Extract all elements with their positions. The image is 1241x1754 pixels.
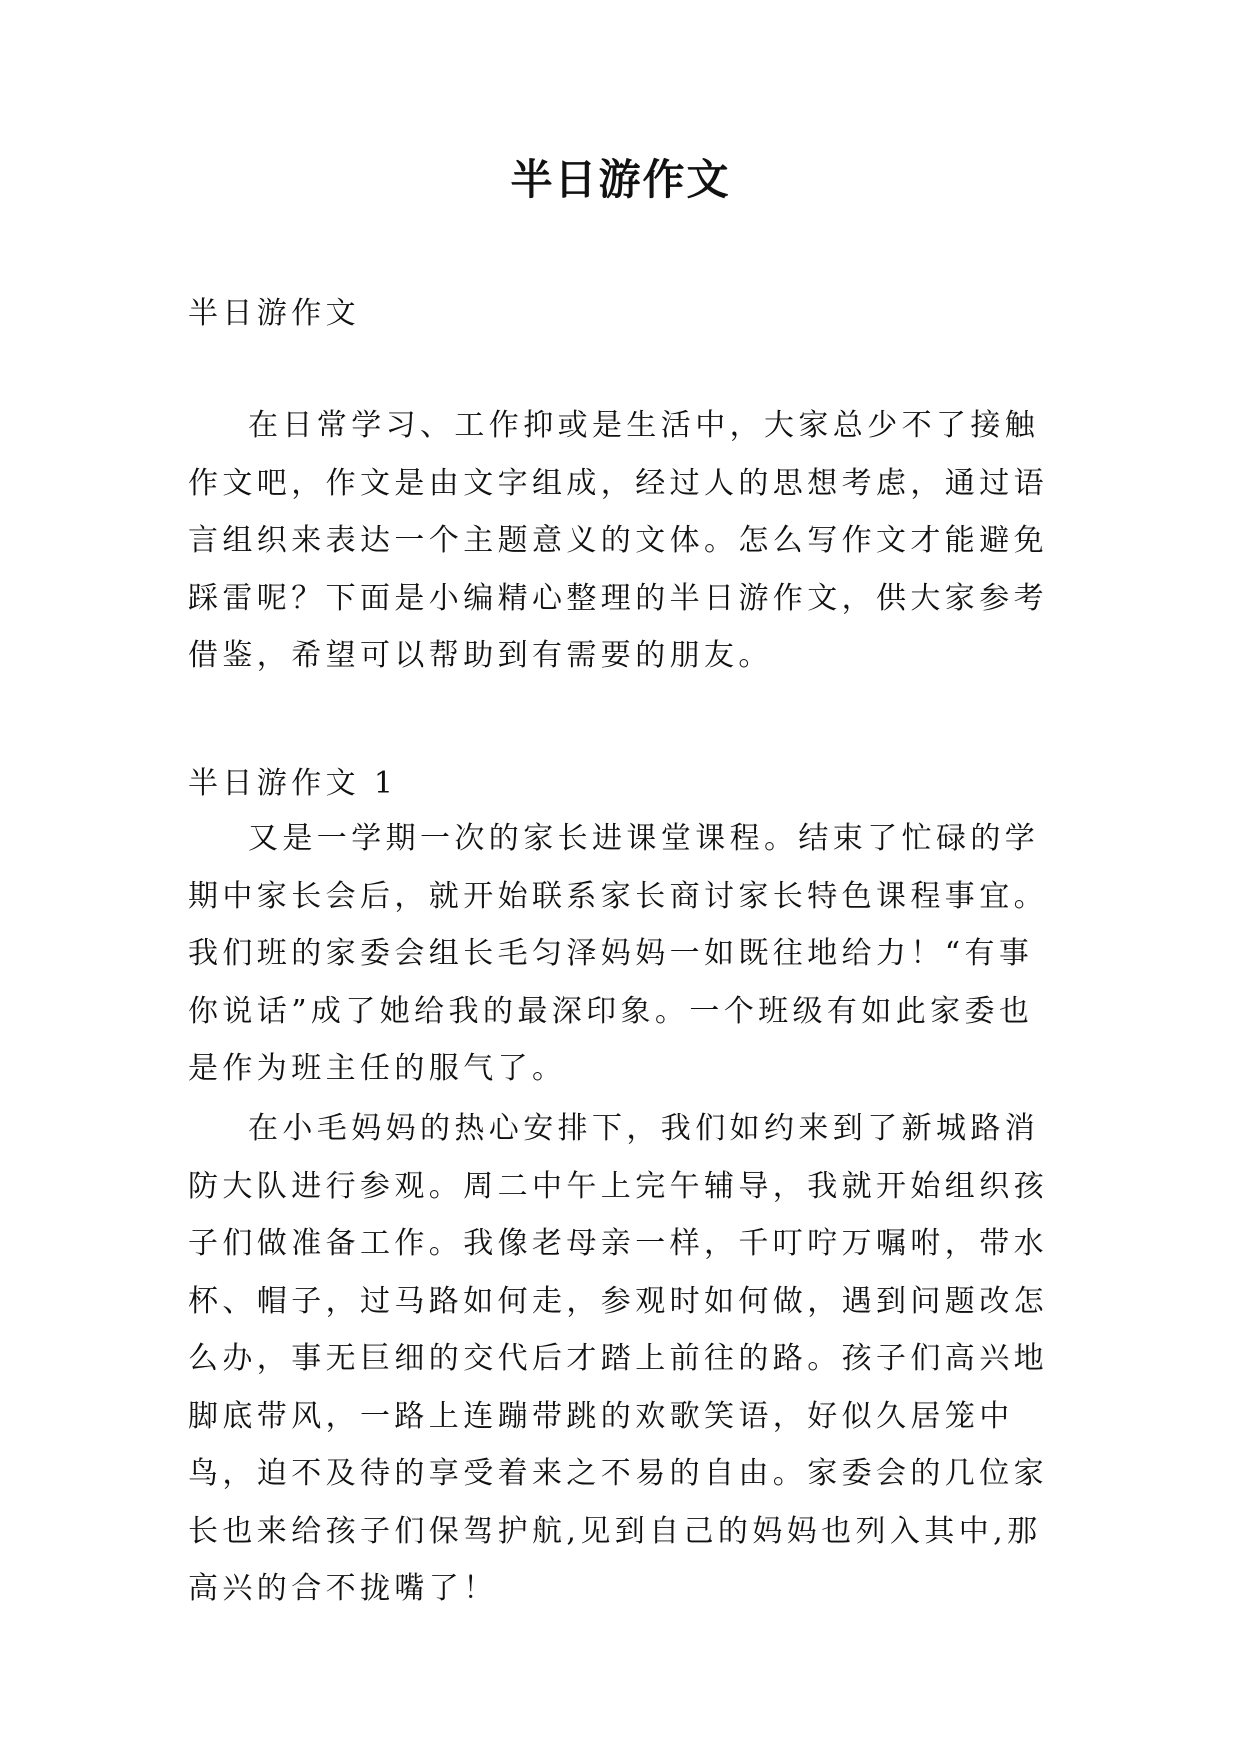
section-heading: 半日游作文 1 (188, 766, 398, 801)
document-title: 半日游作文 (510, 155, 731, 204)
document-subtitle: 半日游作文 (188, 296, 360, 331)
body-paragraph: 在小毛妈妈的热心安排下，我们如约来到了新城路消防大队进行参观。周二中午上完午辅导，我就开始组织孩子们做准备工作。我像老母亲一样，千叮咛万嘱咐，带水杯、帽子，过马路如何走，参观时如何做，遇到问题改怎么办，事无巨细的交代后才踏上前往的路。孩子们高兴地脚底带风，一路上连蹦带跳的欢歌笑语，好似久居笼中鸟，迫不及待的享受着来之不易的自由。家委会的几位家长也来给孩子们保驾护航,见到自己的妈妈也列入其中,那高兴的合不拢嘴了！ (188, 1111, 1048, 1606)
body-paragraph: 又是一学期一次的家长进课堂课程。结束了忙碌的学期中家长会后，就开始联系家长商讨家长特色课程事宜。我们班的家委会组长毛匀泽妈妈一如既往地给力！“有事你说话”成了她给我的最深印象。一个班级有如此家委也是作为班主任的服气了。 (188, 821, 1048, 1086)
intro-paragraph: 在日常学习、工作抑或是生活中，大家总少不了接触作文吧，作文是由文字组成，经过人的思想考虑，通过语言组织来表达一个主题意义的文体。怎么写作文才能避免踩雷呢？下面是小编精心整理的半日游作文，供大家参考借鉴，希望可以帮助到有需要的朋友。 (188, 408, 1048, 673)
